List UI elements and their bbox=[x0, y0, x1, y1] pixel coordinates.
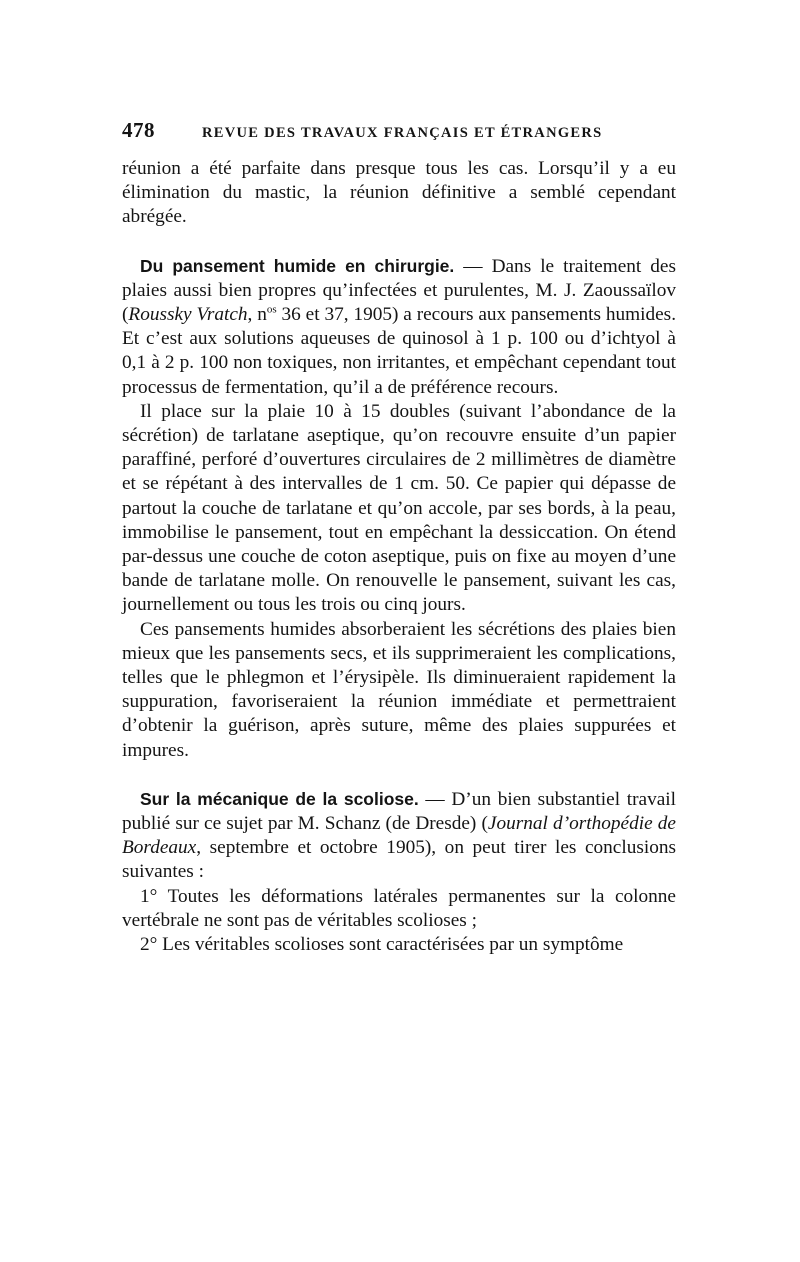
paragraph-scoliose bbox=[122, 787, 676, 885]
paragraph-technique bbox=[122, 400, 676, 618]
journal-title: REVUE DES TRAVAUX FRANÇAIS ET ÉTRANGERS bbox=[202, 125, 603, 141]
superscript: os bbox=[266, 303, 277, 316]
section-title-scoliose: Sur la mécanique de la scoliose. bbox=[140, 788, 419, 809]
paragraph-text: Ces pansements humides absorberaient les sécrétions des plaies bien mieux que les pansements secs, et ils supprimeraient les complications, telles que le phlegmon et l’érysipèle. Ils diminueraient rapidement la suppuration, favoriseraient la réunion immédiate et permettraient d’obtenir la guérison, après suture, même des plaies suppurées et impures. bbox=[122, 618, 676, 761]
paragraph-text: — Dans le traitement des plaies aussi bien propres qu’infectées et purulentes, M. J. Zaoussaïlov ( bbox=[122, 255, 676, 326]
paragraph-conclusion-1 bbox=[122, 885, 676, 933]
paragraph-text: réunion a été parfaite dans presque tous les cas. Lorsqu’il y a eu élimination du mastic, la réunion définitive a semblé cependant abrégée. bbox=[122, 158, 676, 228]
paragraph-text: — D’un bien substantiel travail publié sur ce sujet par M. Schanz (de Dresde) ( bbox=[122, 788, 676, 835]
paragraph-text: 2° Les véritables scolioses sont caractérisées par un symptôme bbox=[140, 934, 624, 956]
paragraph-continuation bbox=[122, 157, 676, 230]
paragraph-text: , n bbox=[247, 304, 267, 326]
page-number: 478 bbox=[122, 118, 155, 142]
paragraph-avantages bbox=[122, 618, 676, 763]
paragraph-pansement-humide bbox=[122, 254, 676, 400]
paragraph-conclusion-2 bbox=[122, 933, 676, 957]
book-page bbox=[122, 118, 676, 957]
paragraph-text: , septembre et octobre 1905), on peut tirer les conclusions suivantes : bbox=[122, 837, 676, 883]
journal-citation: Roussky Vratch bbox=[128, 304, 248, 326]
running-head bbox=[122, 118, 676, 143]
section-title-pansement-humide: Du pansement humide en chirurgie. bbox=[140, 255, 455, 276]
journal-citation: Journal d’orthopédie de Bordeaux bbox=[122, 813, 676, 859]
paragraph-text: 1° Toutes les déformations latérales permanentes sur la colonne vertébrale ne sont pas de véritables scolioses ; bbox=[122, 885, 676, 931]
paragraph-text: Il place sur la plaie 10 à 15 doubles (suivant l’abondance de la sécrétion) de tarlatane aseptique, qu’on recouvre ensuite d’un papier paraffiné, perforé d’ouvertures circulaires de 2 millimètres de diamètre et se répétant à des intervalles de 1 cm. 50. Ce papier qui dépasse de partout la couche de tarlatane et qu’on accole, par ses bords, à la peau, immobilise le pansement, tout en empêchant la dessiccation. On étend par-dessus une couche de coton aseptique, puis on fixe au moyen d’une bande de tarlatane molle. On renouvelle le pansement, suivant les cas, journellement ou tous les trois ou cinq jours. bbox=[122, 400, 676, 616]
paragraph-text: 36 et 37, 1905) a recours aux pansements humides. Et c’est aux solutions aqueuses de quinosol à 1 p. 100 ou d’ichtyol à 0,1 à 2 p. 100 non toxiques, non irritantes, et empêchant cependant tout processus de fermentation, qu’il a de préférence recours. bbox=[122, 304, 677, 398]
